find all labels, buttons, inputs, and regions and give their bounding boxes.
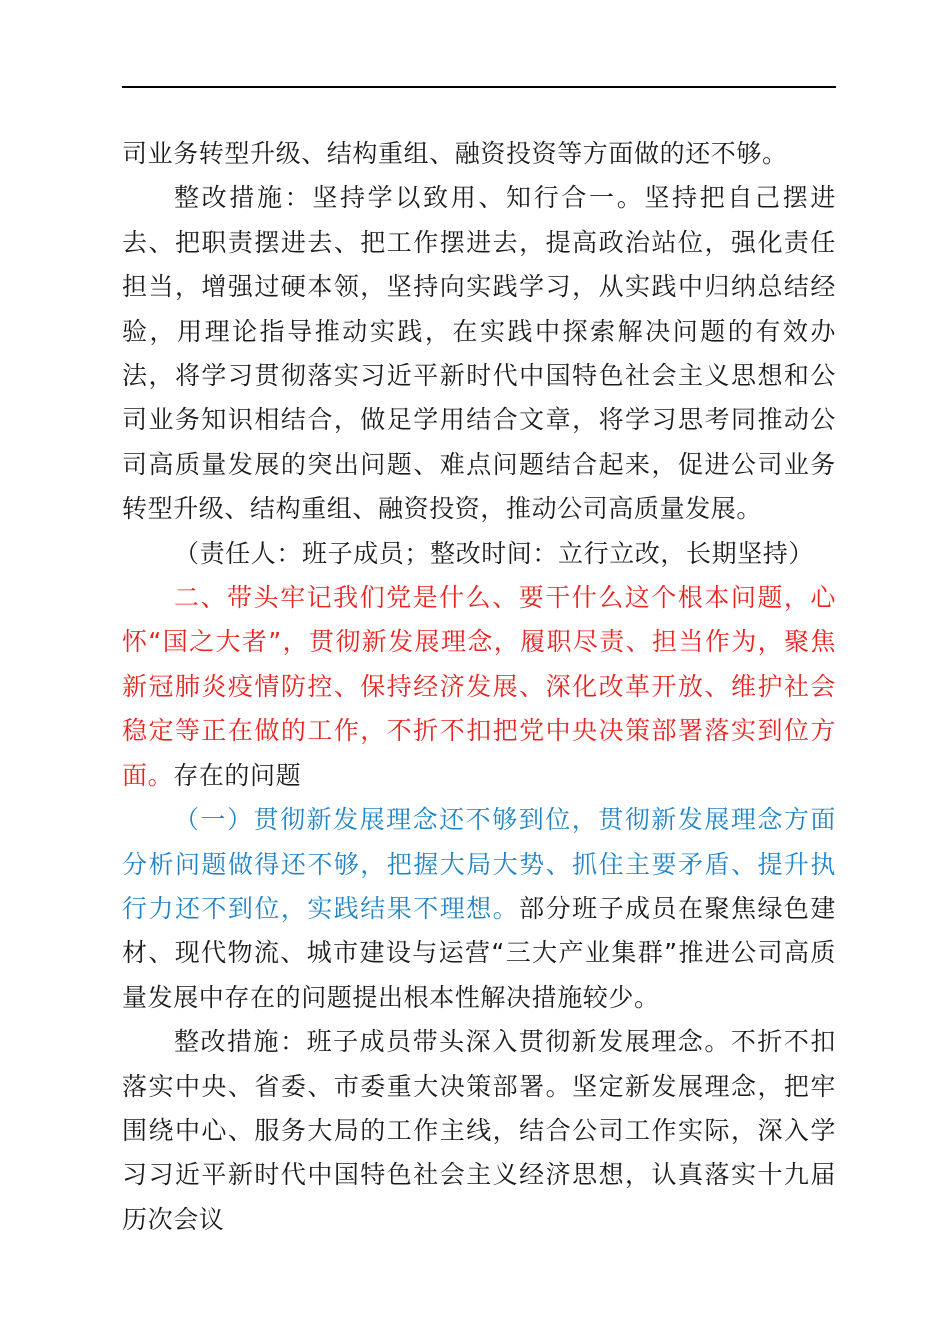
subsection-one-heading-blue: （一）贯彻新发展理念还不够到位，贯彻新发展理念方面分析问题做得还不够，把握大局大势、抓住主要矛盾、提升执行力还不到位，实践结果不理想。: [122, 805, 836, 923]
paragraph-rectification-measures-2: 整改措施：班子成员带头深入贯彻新发展理念。不折不扣落实中央、省委、市委重大决策部署。坚定新发展理念，把牢围绕中心、服务大局的工作主线，结合公司工作实际，深入学习习近平新时代中国特色社会主义经济思想，认真落实十九届历次会议: [122, 1027, 836, 1234]
subsection-one-body: 部分班子成员在聚焦绿色建材、现代物流、城市建设与运营“三大产业集群”推进公司高质量发展中存在的问题提出根本性解决措施较少。: [122, 893, 836, 1012]
header-rule: [122, 86, 836, 88]
paragraph-section-two-heading: [122, 576, 836, 798]
paragraph-subsection-one: [122, 798, 836, 1020]
paragraph-rectification-measures-1: 整改措施：坚持学以致用、知行合一。坚持把自己摆进去、把职责摆进去、把工作摆进去，提高政治站位，强化责任担当，增强过硬本领，坚持向实践学习，从实践中归纳总结经验，用理论指导推动实践，在实践中探索解决问题的有效办法，将学习贯彻落实习近平新时代中国特色社会主义思想和公司业务知识相结合，做足学用结合文章，将学习思考同推动公司高质量发展的突出问题、难点问题结合起来，促进公司业务转型升级、结构重组、融资投资，推动公司高质量发展。: [122, 183, 836, 524]
section-two-heading-tail: 存在的问题: [173, 760, 302, 790]
section-two-heading-red: 二、带头牢记我们党是什么、要干什么这个根本问题，心怀“国之大者”，贯彻新发展理念，履职尽责、担当作为，聚焦新冠肺炎疫情防控、保持经济发展、深化改革开放、维护社会稳定等正在做的工作，不折不扣把党中央决策部署落实到位方面。: [122, 583, 836, 790]
paragraph-responsibility-note: （责任人：班子成员；整改时间：立行立改，长期坚持）: [174, 538, 815, 568]
paragraph-continuation: 司业务转型升级、结构重组、融资投资等方面做的还不够。: [122, 139, 788, 168]
document-body: [122, 132, 836, 1242]
